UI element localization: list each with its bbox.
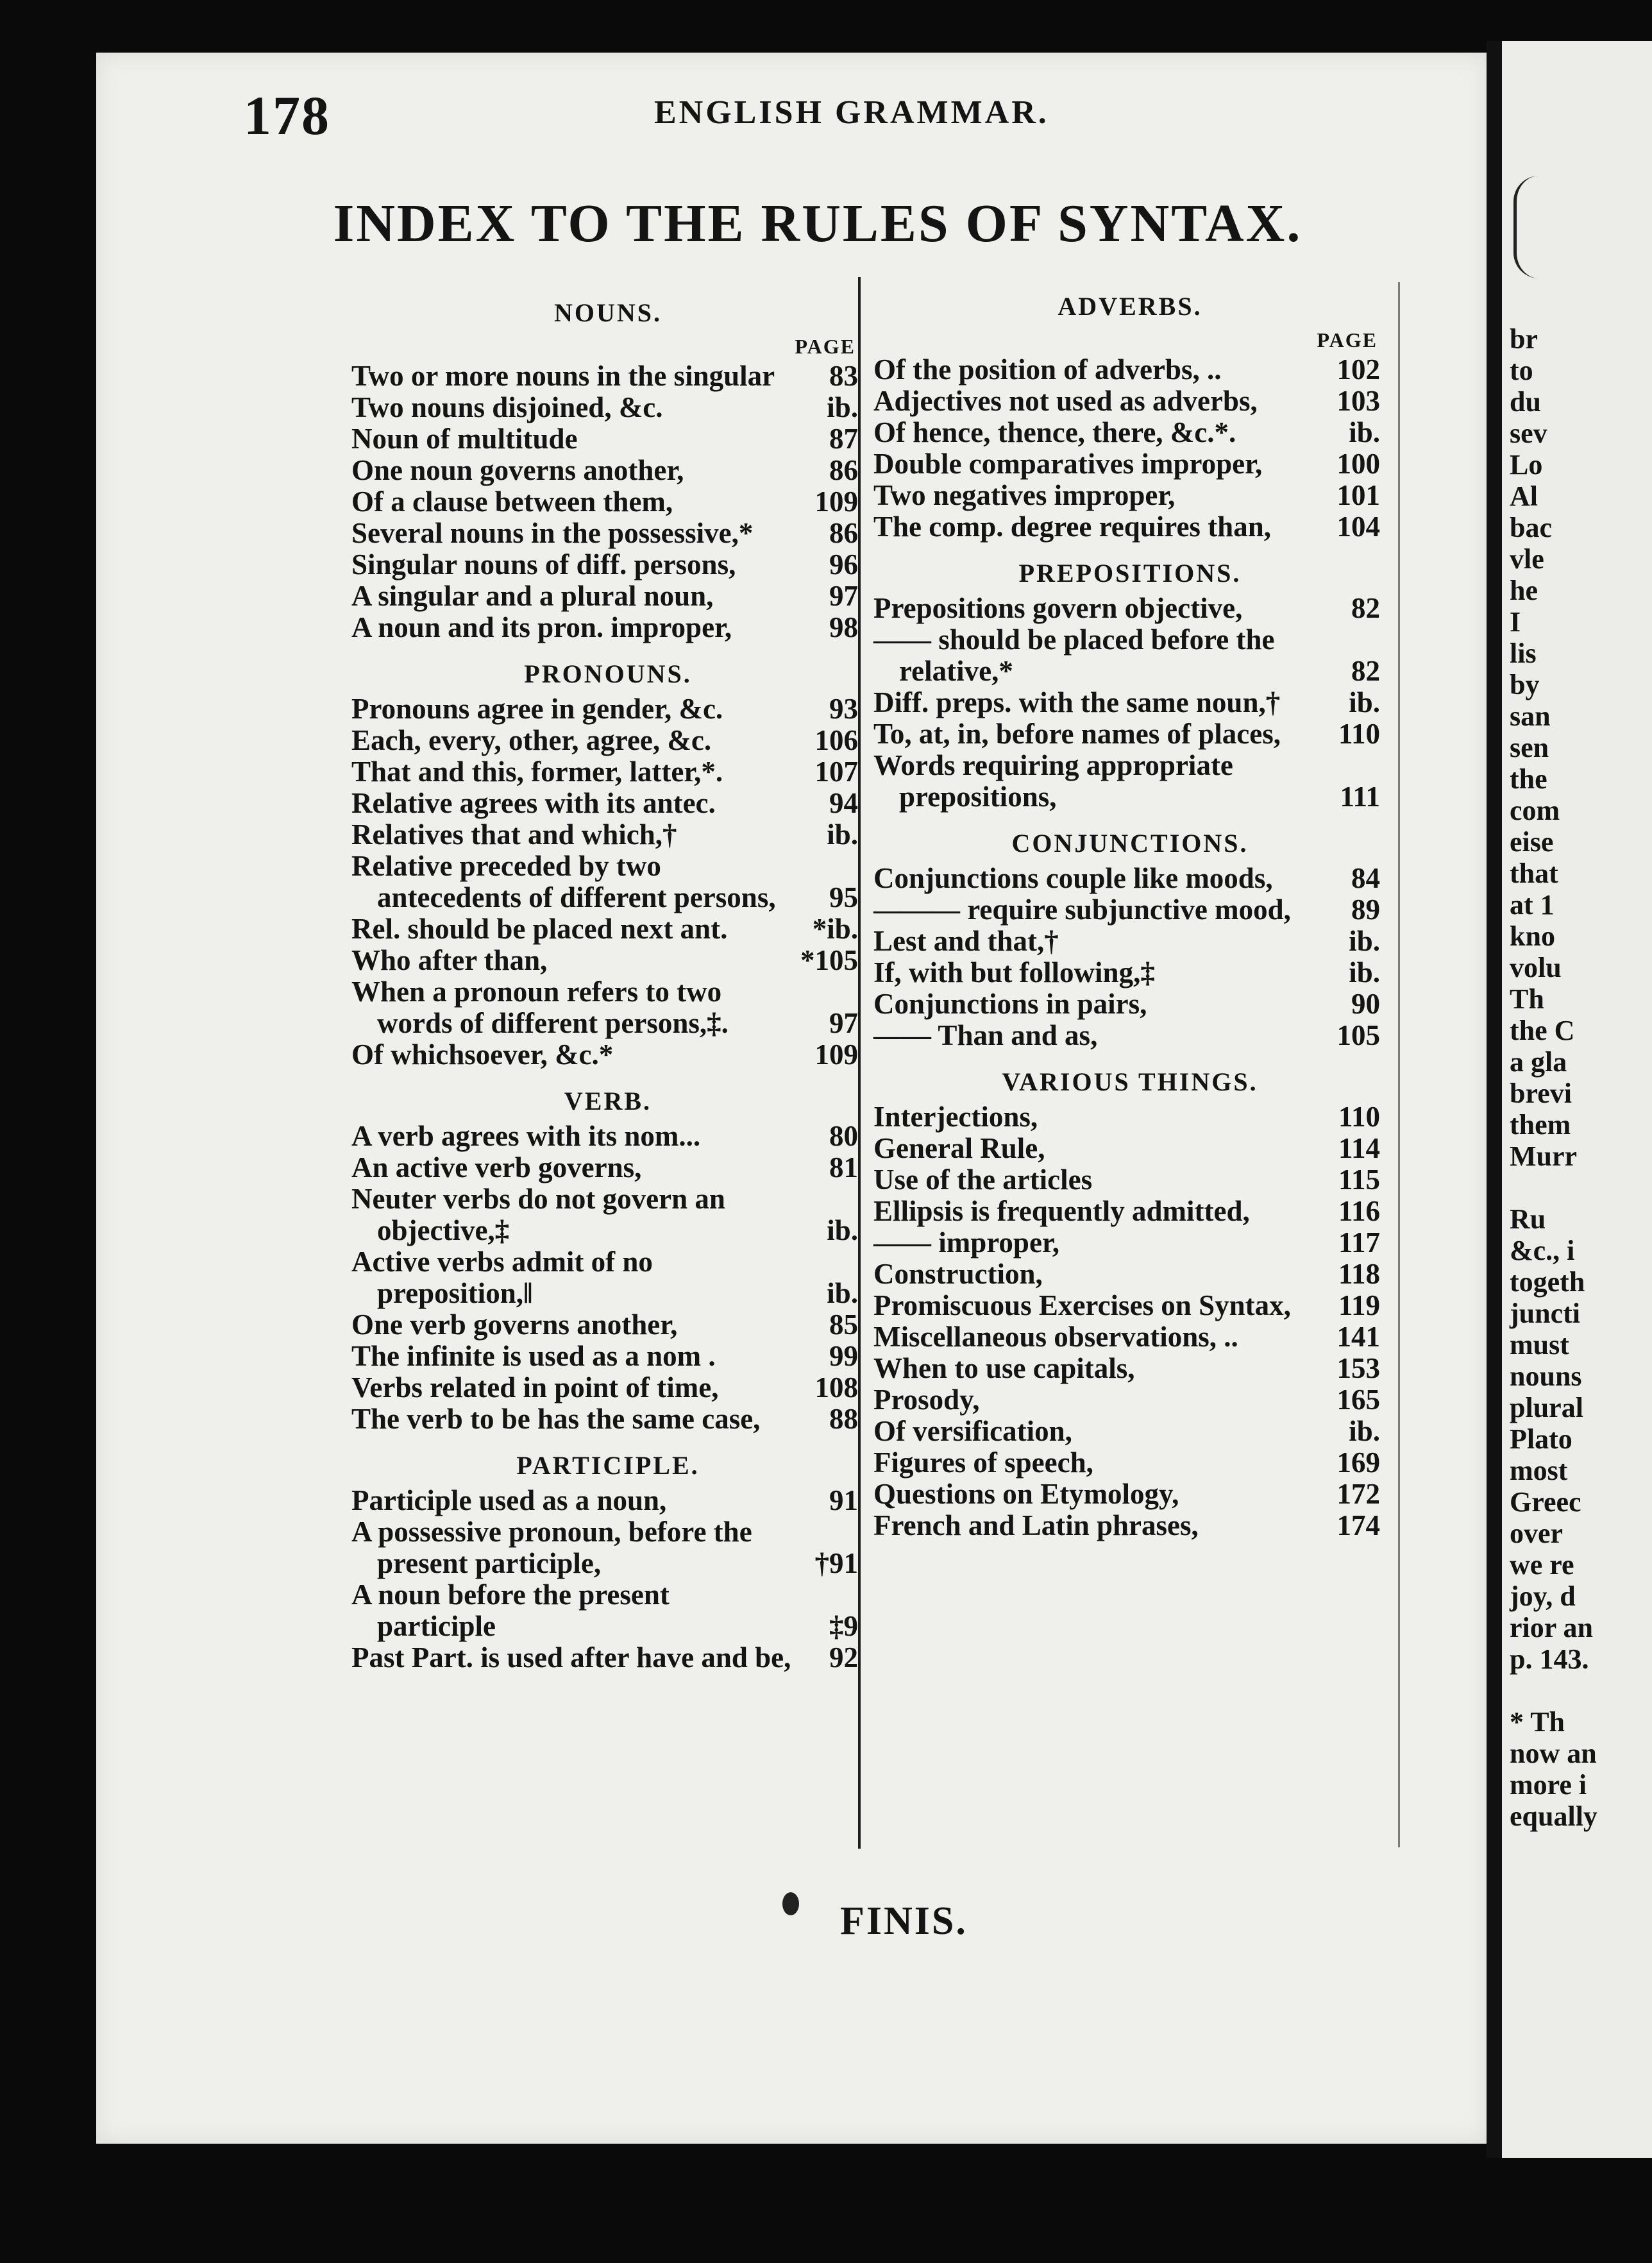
entry-page-number: 172 [1336,1478,1380,1510]
index-entry [873,1196,1386,1227]
next-page-fragment: over [1510,1518,1564,1549]
entry-page-number: 99 [829,1340,858,1372]
entry-page-number: 82 [1351,655,1380,687]
entry-text: Who after than, [351,944,548,976]
entry-page-number: ib. [827,1214,858,1246]
entry-text: The infinite is used as a nom . [351,1340,716,1372]
entry-page-number: 94 [829,787,858,819]
left-column [351,282,864,1674]
entry-text: When to use capitals, [873,1352,1135,1384]
index-entry [351,1372,864,1403]
entry-text: Several nouns in the possessive,* [351,517,754,549]
entry-page-number: 87 [829,423,858,455]
entry-text: Ellipsis is frequently admitted, [873,1195,1250,1227]
index-entry [351,612,864,643]
next-page-fragment: most [1510,1455,1568,1486]
index-entry [351,1341,864,1372]
index-title: INDEX TO THE RULES OF SYNTAX. [333,194,1302,253]
next-page-fragment: rior an [1510,1612,1593,1643]
right-column [873,276,1386,1541]
next-page-fragment: br [1510,323,1538,355]
entry-page-number: 81 [829,1151,858,1183]
index-entry [351,392,864,423]
section-heading: VARIOUS THINGS. [1002,1067,1258,1096]
entry-page-number: 118 [1338,1258,1380,1290]
index-entry [873,448,1386,480]
index-entry [873,718,1386,750]
entry-text: Pronouns agree in gender, &c. [351,693,723,725]
next-page-fragment: vle [1510,543,1544,575]
entry-text: Miscellaneous observations, .. [873,1321,1238,1353]
section-heading: ADVERBS. [1058,292,1202,321]
next-page-fragment: com [1510,795,1560,826]
next-page-fragment: Th [1510,983,1544,1015]
next-page-fragment: Greec [1510,1486,1581,1518]
next-page-fragment: at 1 [1510,889,1555,920]
index-entry [351,1516,864,1579]
entry-page-number: 80 [829,1120,858,1152]
entry-page-number: 165 [1336,1384,1380,1416]
index-entry [873,894,1386,926]
index-entry [351,756,864,788]
index-entry [873,386,1386,417]
index-entry [351,486,864,518]
section-heading: CONJUNCTIONS. [1011,829,1249,858]
next-page-fragment: Ru [1510,1203,1546,1235]
index-entry [873,1133,1386,1164]
entry-text: If, with but following,‡ [873,956,1155,988]
index-section [873,824,1386,1051]
index-entry [873,1447,1386,1479]
entry-page-number: 110 [1338,1101,1380,1133]
entry-page-number: 116 [1338,1195,1380,1227]
entry-text: Construction, [873,1258,1043,1290]
entry-page-number: ib. [1349,925,1380,957]
entry-page-number: 93 [829,693,858,725]
index-entry [873,1510,1386,1541]
entry-text: Two or more nouns in the singular [351,360,775,392]
next-page-fragment: the [1510,763,1547,795]
bracket-mark [1513,176,1542,278]
next-page-fragment: san [1510,700,1551,732]
section-heading: NOUNS. [553,298,662,327]
next-page-fragment: &c., i [1510,1235,1575,1266]
index-entry [351,945,864,976]
next-page-fragment: to [1510,355,1533,386]
entry-text: Each, every, other, agree, &c. [351,724,712,756]
entry-page-number: 106 [814,724,858,756]
index-section [351,294,864,643]
entry-page-number: 119 [1338,1289,1380,1321]
entry-page-number: ib. [1349,956,1380,988]
index-entry [873,1416,1386,1447]
index-entry [873,1384,1386,1416]
finis-ornament [782,1892,799,1915]
entry-text: That and this, former, latter,*. [351,756,723,788]
entry-page-number: 107 [814,756,858,788]
index-entry [351,913,864,945]
entry-text: Of a clause between them, [351,486,673,518]
next-page-fragment: a gla [1510,1046,1567,1078]
entry-text: ——— require subjunctive mood, [873,894,1291,926]
index-section [873,1063,1386,1541]
index-entry [873,926,1386,957]
entry-page-number: 90 [1351,988,1380,1020]
index-section [873,554,1386,813]
entry-page-number: 105 [1336,1019,1380,1051]
index-entry [873,417,1386,448]
entry-text: The comp. degree requires than, [873,511,1271,543]
next-page-fragment [1510,1675,1652,1706]
entry-text: Prepositions govern objective, [873,592,1243,624]
index-section [873,287,1386,543]
entry-page-number: ib. [827,818,858,851]
entry-text: Adjectives not used as adverbs, [873,385,1258,417]
section-heading: PREPOSITIONS. [1018,559,1242,588]
index-entry [351,819,864,851]
entry-page-number: 91 [829,1484,858,1516]
entry-page-number: 86 [829,454,858,486]
next-page-fragment: the C [1510,1015,1575,1046]
next-page-fragment: nouns [1510,1360,1582,1392]
entry-page-number: 97 [829,580,858,612]
entry-page-number: 174 [1336,1509,1380,1541]
entry-text: —— improper, [873,1226,1060,1259]
index-entry [873,511,1386,543]
index-entry [351,1579,864,1642]
entry-text: Of hence, thence, there, &c.*. [873,416,1236,448]
next-page-text-fragments [1510,323,1652,1832]
next-page-fragment: lis [1510,638,1537,669]
section-heading: PARTICIPLE. [516,1451,700,1480]
next-page-fragment: * Th [1510,1706,1565,1738]
entry-text: Relative agrees with its antec. [351,787,716,819]
entry-text: Conjunctions couple like moods, [873,862,1273,894]
entry-page-number: ib. [1349,416,1380,448]
index-section [351,1446,864,1674]
index-entry [873,1290,1386,1321]
next-page-fragment: bac [1510,512,1552,543]
entry-text: Neuter verbs do not govern an objective,‡ [351,1183,725,1246]
next-page-fragment: equally [1510,1801,1597,1832]
next-page-fragment: volu [1510,952,1562,983]
index-entry [351,1152,864,1183]
next-page-fragment: sev [1510,418,1547,449]
entry-text: A verb agrees with its nom... [351,1120,701,1152]
index-entry [351,1039,864,1071]
page-header [244,83,1071,154]
index-entry [351,1246,864,1309]
entry-text: Two nouns disjoined, &c. [351,391,663,423]
index-entry [351,693,864,725]
entry-text: Relative preceded by two antecedents of different persons, [351,850,776,913]
next-page-fragment: plural [1510,1392,1583,1423]
index-entry [873,750,1386,813]
index-entry [873,1479,1386,1510]
entry-page-number: 89 [1351,894,1380,926]
index-entry [873,863,1386,894]
next-page-fragment: Plato [1510,1423,1572,1455]
entry-page-number: 95 [829,881,858,913]
entry-text: Interjections, [873,1101,1038,1133]
index-entry [351,851,864,913]
index-entry [873,687,1386,718]
index-entry [351,976,864,1039]
entry-text: To, at, in, before names of places, [873,718,1281,750]
running-title: ENGLISH GRAMMAR. [654,94,1049,131]
book-gutter [1487,41,1502,2158]
next-page-fragment: sen [1510,732,1549,763]
entry-page-number: ib. [1349,686,1380,718]
next-page-fragment [1510,1172,1652,1203]
index-entry [351,1309,864,1341]
entry-page-number: 85 [829,1309,858,1341]
entry-page-number: *ib. [812,913,858,945]
index-entry [873,480,1386,511]
entry-text: Double comparatives improper, [873,448,1263,480]
entry-text: French and Latin phrases, [873,1509,1199,1541]
entry-text: —— Than and as, [873,1019,1098,1051]
entry-text: Questions on Etymology, [873,1478,1179,1510]
next-page-fragment: brevi [1510,1078,1572,1109]
entry-page-number: †91 [814,1547,858,1579]
entry-text: Relatives that and which,† [351,818,677,851]
entry-text: Singular nouns of diff. persons, [351,548,736,581]
entry-page-number: 153 [1336,1352,1380,1384]
page-column-label: PAGE [1317,328,1378,352]
entry-text: A noun and its pron. improper, [351,611,732,643]
next-page-fragment: by [1510,669,1540,700]
next-page-fragment: du [1510,386,1541,418]
index-section [351,655,864,1071]
next-page-fragment: togeth [1510,1266,1585,1298]
entry-text: One verb governs another, [351,1309,678,1341]
entry-page-number: *105 [800,944,858,976]
entry-page-number: 114 [1338,1132,1380,1164]
entry-page-number: ib. [827,391,858,423]
entry-text: —— should be placed before the relative,* [873,623,1275,687]
index-entry [351,581,864,612]
finis-text: FINIS. [840,1899,968,1943]
next-page-fragment: Al [1510,480,1538,512]
entry-text: Diff. preps. with the same noun,† [873,686,1281,718]
page-number: 178 [244,85,330,146]
index-entry [873,957,1386,988]
entry-page-number: 97 [829,1007,858,1039]
index-entry [873,1164,1386,1196]
entry-text: Verbs related in point of time, [351,1371,719,1403]
section-heading: VERB. [564,1087,652,1115]
right-margin-rule [1398,282,1400,1847]
next-page-fragment: we re [1510,1549,1574,1581]
entry-text: Active verbs admit of no preposition,‖ [351,1246,653,1309]
entry-text: A singular and a plural noun, [351,580,714,612]
index-entry [873,354,1386,386]
index-entry [351,1642,864,1674]
index-entry [873,1227,1386,1259]
next-page-fragment: joy, d [1510,1581,1576,1612]
entry-page-number: 86 [829,517,858,549]
entry-page-number: 108 [814,1371,858,1403]
entry-text: Rel. should be placed next ant. [351,913,728,945]
entry-page-number: 100 [1336,448,1380,480]
entry-page-number: 83 [829,360,858,392]
entry-page-number: 92 [829,1641,858,1674]
index-entry [351,788,864,819]
entry-text: An active verb governs, [351,1151,642,1183]
entry-page-number: ib. [1349,1415,1380,1447]
entry-text: Of versification, [873,1415,1072,1447]
entry-page-number: 102 [1336,353,1380,386]
entry-page-number: ‡9 [829,1610,858,1642]
entry-text: Prosody, [873,1384,980,1416]
entry-text: Use of the articles [873,1164,1093,1196]
index-entry [351,549,864,581]
index-section [351,1082,864,1435]
index-entry [873,988,1386,1020]
index-entry [873,593,1386,624]
entry-text: The verb to be has the same case, [351,1403,761,1435]
entry-text: Noun of multitude [351,423,578,455]
entry-page-number: 96 [829,548,858,581]
next-page-fragment: them [1510,1109,1571,1140]
entry-page-number: 88 [829,1403,858,1435]
entry-text: Words requiring appropriate prepositions, [873,749,1233,813]
index-entry [351,455,864,486]
entry-text: Figures of speech, [873,1446,1093,1479]
index-entry [873,1353,1386,1384]
entry-text: A possessive pronoun, before the present participle, [351,1516,752,1579]
entry-page-number: 111 [1340,781,1380,813]
index-entry [351,725,864,756]
index-entry [351,423,864,455]
index-entry [351,518,864,549]
next-page-fragment: kno [1510,920,1555,952]
next-page-fragment: must [1510,1329,1569,1360]
next-page-fragment: eise [1510,826,1554,858]
next-page-edge [1502,41,1652,2158]
entry-page-number: 101 [1336,479,1380,511]
index-entry [351,1485,864,1516]
index-entry [873,1259,1386,1290]
index-entry [873,1020,1386,1051]
entry-page-number: 110 [1338,718,1380,750]
entry-page-number: 141 [1336,1321,1380,1353]
entry-page-number: 115 [1338,1164,1380,1196]
next-page-fragment: that [1510,858,1558,889]
entry-text: Of the position of adverbs, .. [873,353,1222,386]
entry-page-number: 82 [1351,592,1380,624]
entry-page-number: 104 [1336,511,1380,543]
index-entry [351,360,864,392]
index-entry [351,1403,864,1435]
index-entry [873,1321,1386,1353]
next-page-fragment: I [1510,606,1521,638]
page-column-label: PAGE [795,335,856,358]
entry-text: Participle used as a noun, [351,1484,667,1516]
entry-text: General Rule, [873,1132,1045,1164]
next-page-fragment: now an [1510,1738,1597,1769]
entry-text: A noun before the present participle [351,1579,670,1642]
entry-page-number: 84 [1351,862,1380,894]
entry-text: Promiscuous Exercises on Syntax, [873,1289,1291,1321]
entry-page-number: ib. [827,1277,858,1309]
entry-page-number: 169 [1336,1446,1380,1479]
index-entry [873,1101,1386,1133]
index-entry [351,1183,864,1246]
next-page-fragment: Murr [1510,1140,1578,1172]
entry-text: One noun governs another, [351,454,684,486]
entry-text: Conjunctions in pairs, [873,988,1147,1020]
entry-page-number: 109 [814,486,858,518]
entry-text: Past Part. is used after have and be, [351,1641,791,1674]
entry-text: Two negatives improper, [873,479,1176,511]
entry-page-number: 103 [1336,385,1380,417]
index-entry [873,624,1386,687]
entry-text: When a pronoun refers to two words of different persons,‡. [351,976,729,1039]
entry-page-number: 98 [829,611,858,643]
next-page-fragment: p. 143. [1510,1643,1589,1675]
index-entry [351,1121,864,1152]
next-page-fragment: juncti [1510,1298,1580,1329]
next-page-fragment: more i [1510,1769,1587,1801]
next-page-fragment: he [1510,575,1538,606]
entry-text: Lest and that,† [873,925,1059,957]
entry-text: Of whichsoever, &c.* [351,1038,614,1071]
next-page-fragment: Lo [1510,449,1543,480]
entry-page-number: 117 [1338,1226,1380,1259]
section-heading: PRONOUNS. [524,659,692,688]
entry-page-number: 109 [814,1038,858,1071]
